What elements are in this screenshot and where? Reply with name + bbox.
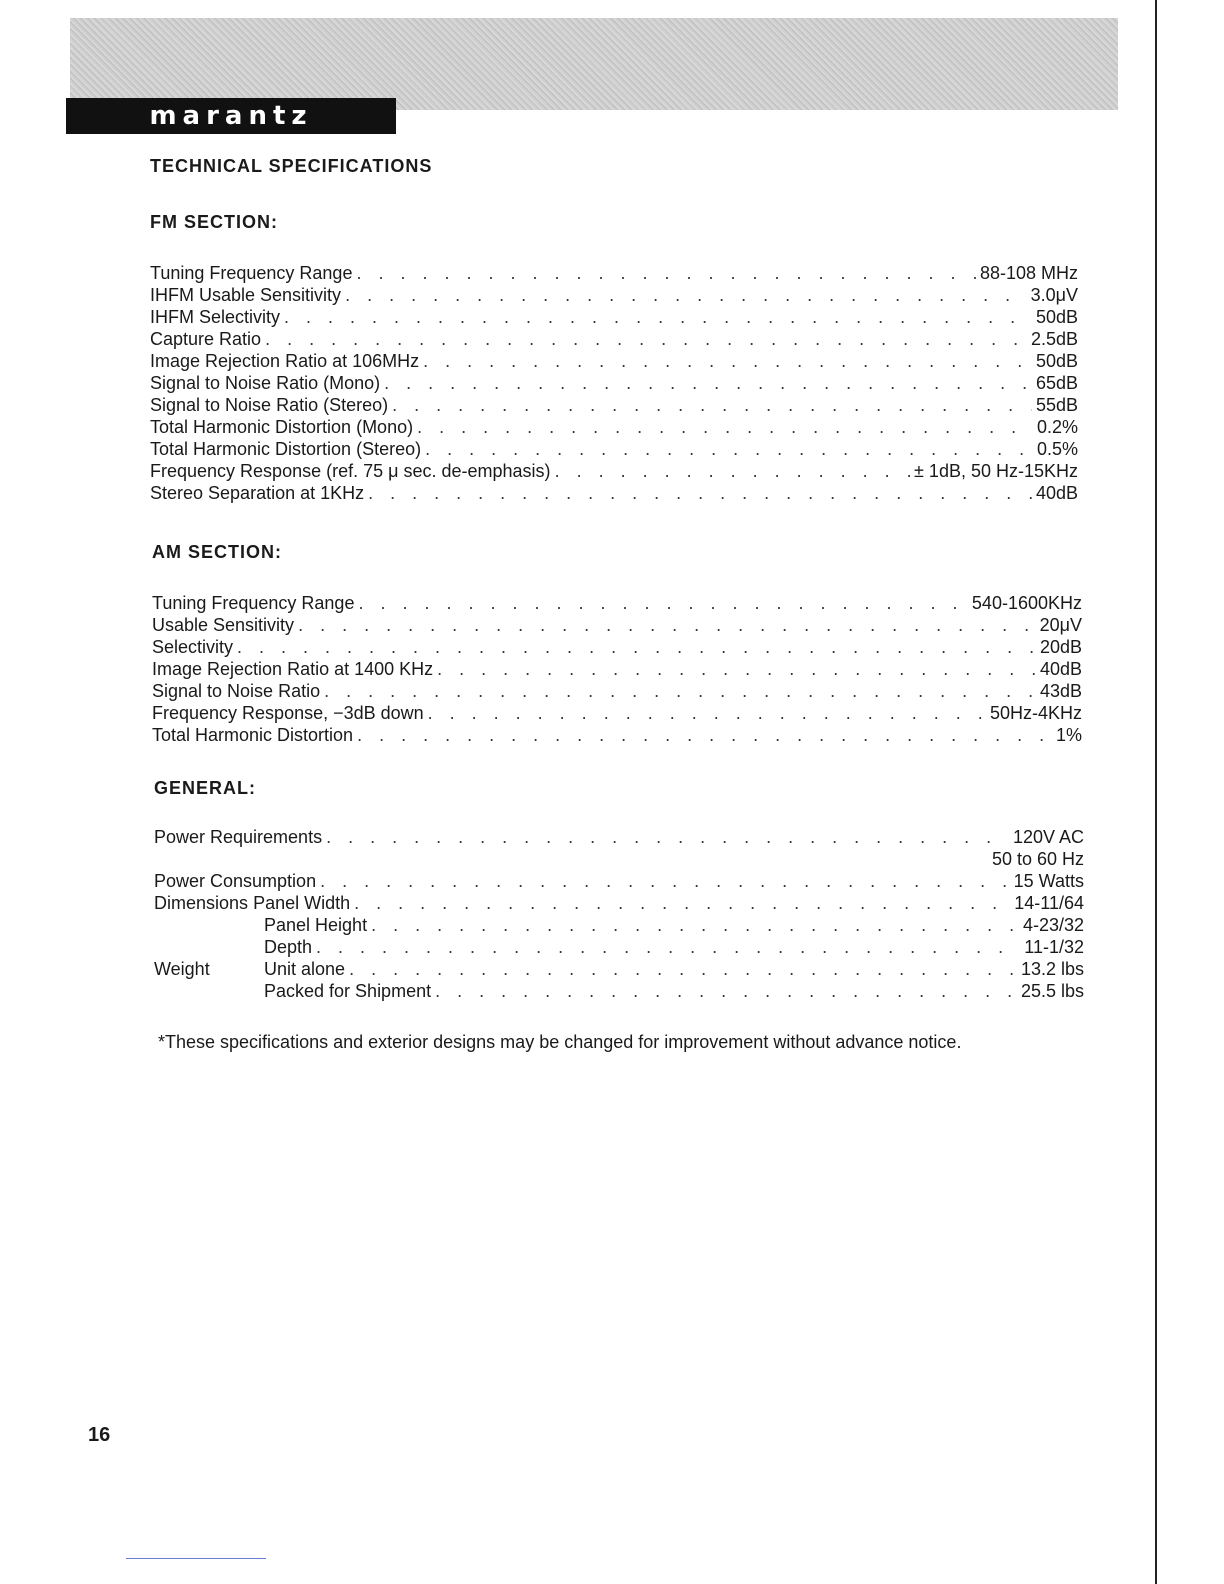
footnote: *These specifications and exterior designs may be changed for improvement without advance notice. <box>158 1032 962 1052</box>
general-section-heading: GENERAL: <box>154 778 256 798</box>
spec-value: 11-1/32 <box>1024 937 1084 957</box>
spec-row <box>150 350 1078 372</box>
dot-leader <box>555 460 910 482</box>
spec-label: Tuning Frequency Range <box>152 593 355 613</box>
weight-category: Weight <box>154 959 210 979</box>
dot-leader <box>349 958 1017 980</box>
fm-spec-list <box>150 262 1078 504</box>
spec-value: ± 1dB, 50 Hz-15KHz <box>914 461 1078 481</box>
spec-label: Signal to Noise Ratio (Stereo) <box>150 395 389 415</box>
spec-row-panel-height <box>154 914 1084 936</box>
spec-value: 50Hz-4KHz <box>989 703 1082 723</box>
dot-leader <box>417 416 1033 438</box>
general-spec-list <box>154 826 1084 1002</box>
spec-value: 0.5% <box>1036 439 1078 459</box>
am-section-heading: AM SECTION: <box>152 542 282 562</box>
fm-section-heading: FM SECTION: <box>150 212 278 232</box>
spec-label: Total Harmonic Distortion (Stereo) <box>150 439 422 459</box>
dot-leader <box>298 614 1036 636</box>
spec-value: 4-23/32 <box>1022 915 1084 935</box>
spec-value: 20μV <box>1039 615 1082 635</box>
spec-value: 3.0μV <box>1030 285 1078 305</box>
spec-value: 88-108 MHz <box>979 263 1078 283</box>
panel-width-label: Panel Width <box>253 893 351 913</box>
spec-label: Image Rejection Ratio at 106MHz <box>150 351 420 371</box>
spec-value: 65dB <box>1035 373 1078 393</box>
spec-value: 50dB <box>1035 307 1078 327</box>
spec-value: 15 Watts <box>1013 871 1084 891</box>
spec-row <box>152 724 1082 746</box>
dot-leader <box>237 636 1036 658</box>
dot-leader <box>425 438 1033 460</box>
spec-value: 40dB <box>1039 659 1082 679</box>
spec-row <box>150 416 1078 438</box>
spec-label: Selectivity <box>152 637 234 657</box>
spec-value: 55dB <box>1035 395 1078 415</box>
spec-row <box>152 658 1082 680</box>
spec-label: Power Consumption <box>154 871 317 891</box>
brand-logo-text: marantz <box>149 101 313 131</box>
spec-value: 0.2% <box>1036 417 1078 437</box>
spec-label <box>154 980 431 1002</box>
spec-label: Signal to Noise Ratio (Mono) <box>150 373 381 393</box>
spec-row <box>152 592 1082 614</box>
dot-leader <box>284 306 1032 328</box>
spec-row-unit-alone <box>154 958 1084 980</box>
spec-value: 120V AC <box>1012 827 1084 847</box>
dot-leader <box>371 914 1019 936</box>
spec-row-power-consumption <box>154 870 1084 892</box>
spec-row <box>150 438 1078 460</box>
dot-leader <box>326 826 1009 848</box>
spec-value: 50dB <box>1035 351 1078 371</box>
spec-row <box>150 460 1078 482</box>
spec-label: Image Rejection Ratio at 1400 KHz <box>152 659 434 679</box>
page-number: 16 <box>88 1424 111 1446</box>
spec-row-packed <box>154 980 1084 1002</box>
spec-row <box>150 372 1078 394</box>
dot-leader <box>354 892 1010 914</box>
spec-label: IHFM Usable Sensitivity <box>150 285 342 305</box>
dot-leader <box>368 482 1032 504</box>
unit-alone-label: Unit alone <box>264 959 346 979</box>
spec-row-power-requirements <box>154 826 1084 848</box>
spec-value: 13.2 lbs <box>1020 959 1084 979</box>
dimensions-category: Dimensions <box>154 893 249 913</box>
dot-leader <box>423 350 1032 372</box>
spec-value: 20dB <box>1039 637 1082 657</box>
spec-row <box>152 614 1082 636</box>
dot-leader <box>357 724 1052 746</box>
brand-logo <box>66 98 396 134</box>
spec-row <box>150 262 1078 284</box>
spec-row <box>150 284 1078 306</box>
dot-leader <box>428 702 986 724</box>
spec-row <box>150 306 1078 328</box>
header-banner <box>70 18 1118 110</box>
spec-label: Total Harmonic Distortion (Mono) <box>150 417 414 437</box>
spec-value-continued: 50 to 60 Hz <box>991 849 1084 869</box>
spec-label: IHFM Selectivity <box>150 307 281 327</box>
dot-leader <box>437 658 1036 680</box>
spec-label <box>154 936 312 958</box>
spec-label <box>154 914 367 936</box>
spec-label: Stereo Separation at 1KHz <box>150 483 365 503</box>
panel-height-label: Panel Height <box>264 915 368 935</box>
spec-row <box>152 680 1082 702</box>
dot-leader <box>384 372 1032 394</box>
spec-label <box>154 892 350 914</box>
am-spec-list <box>152 592 1082 746</box>
spec-value: 25.5 lbs <box>1020 981 1084 1001</box>
spec-label: Frequency Response (ref. 75 μ sec. de-emphasis) <box>150 461 551 481</box>
page-title: TECHNICAL SPECIFICATIONS <box>150 156 433 176</box>
spec-value: 2.5dB <box>1030 329 1078 349</box>
spec-value: 40dB <box>1035 483 1078 503</box>
spec-label: Usable Sensitivity <box>152 615 295 635</box>
spec-value: 1% <box>1055 725 1082 745</box>
bottom-rule <box>126 1558 266 1559</box>
spec-row <box>150 394 1078 416</box>
spec-row <box>150 328 1078 350</box>
dot-leader <box>358 592 967 614</box>
spec-value: 540-1600KHz <box>971 593 1082 613</box>
depth-label: Depth <box>264 937 313 957</box>
spec-value: 14-11/64 <box>1014 893 1084 913</box>
dot-leader <box>435 980 1017 1002</box>
packed-label: Packed for Shipment <box>264 981 432 1001</box>
spec-row <box>152 702 1082 724</box>
dot-leader <box>356 262 975 284</box>
dot-leader <box>324 680 1036 702</box>
spec-label: Frequency Response, −3dB down <box>152 703 424 723</box>
dot-leader <box>392 394 1032 416</box>
dot-leader <box>316 936 1020 958</box>
spec-label <box>154 958 345 980</box>
dot-leader <box>265 328 1027 350</box>
spec-label: Tuning Frequency Range <box>150 263 353 283</box>
spec-row <box>152 636 1082 658</box>
right-margin-rule <box>1155 0 1157 1584</box>
dot-leader <box>345 284 1027 306</box>
spec-label: Signal to Noise Ratio <box>152 681 321 701</box>
spec-label: Capture Ratio <box>150 329 262 349</box>
spec-value: 43dB <box>1039 681 1082 701</box>
dot-leader <box>320 870 1010 892</box>
spec-row <box>150 482 1078 504</box>
spec-label: Power Requirements <box>154 827 323 847</box>
spec-row-panel-width <box>154 892 1084 914</box>
spec-label: Total Harmonic Distortion <box>152 725 354 745</box>
spec-row-depth <box>154 936 1084 958</box>
